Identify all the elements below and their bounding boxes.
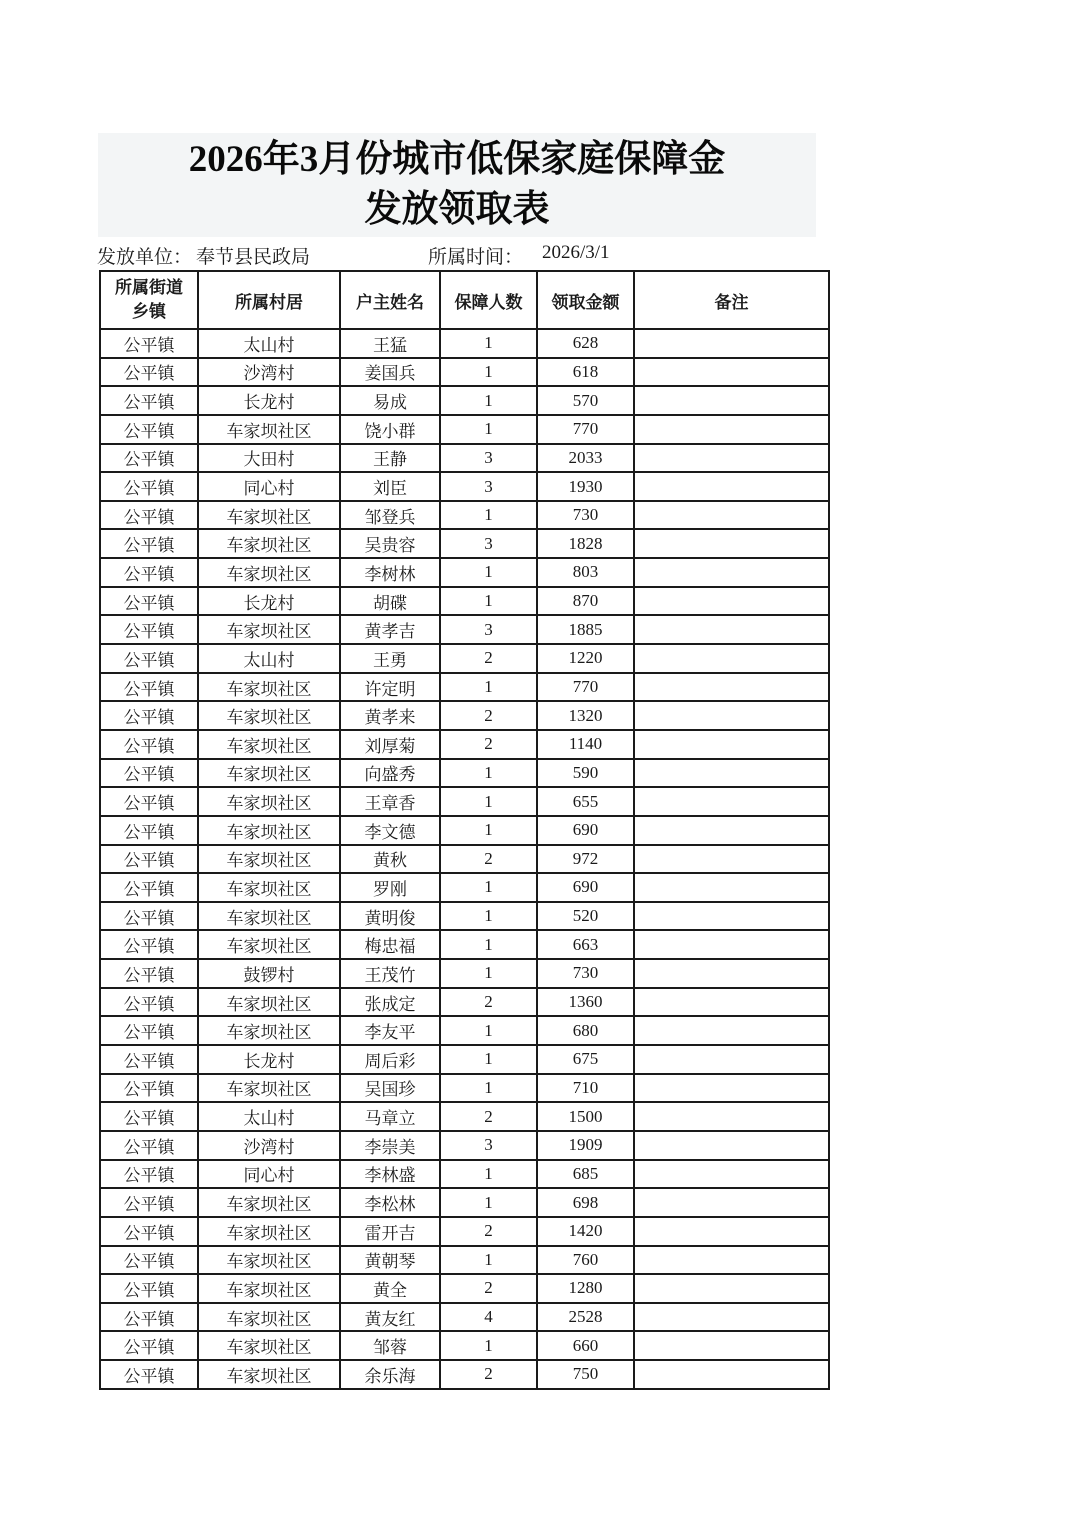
cell-village: 车家坝社区 xyxy=(198,787,340,816)
cell-note xyxy=(634,1360,829,1389)
cell-amount: 770 xyxy=(537,415,634,444)
cell-persons: 1 xyxy=(440,1016,537,1045)
document-title-line-2: 发放领取表 xyxy=(364,189,550,230)
cell-town: 公平镇 xyxy=(100,1045,198,1074)
cell-householder: 王猛 xyxy=(340,329,440,358)
cell-note xyxy=(634,1188,829,1217)
cell-persons: 1 xyxy=(440,587,537,616)
cell-persons: 1 xyxy=(440,816,537,845)
cell-note xyxy=(634,701,829,730)
cell-note xyxy=(634,816,829,845)
cell-amount: 972 xyxy=(537,845,634,874)
cell-note xyxy=(634,358,829,387)
cell-householder: 王静 xyxy=(340,444,440,473)
cell-village: 车家坝社区 xyxy=(198,1188,340,1217)
table-row xyxy=(100,959,829,988)
table-row xyxy=(100,529,829,558)
cell-persons: 3 xyxy=(440,472,537,501)
cell-persons: 4 xyxy=(440,1303,537,1332)
cell-village: 大田村 xyxy=(198,444,340,473)
cell-persons: 3 xyxy=(440,1131,537,1160)
cell-town: 公平镇 xyxy=(100,1016,198,1045)
cell-town: 公平镇 xyxy=(100,787,198,816)
cell-amount: 663 xyxy=(537,930,634,959)
cell-note xyxy=(634,615,829,644)
meta-row xyxy=(97,242,819,268)
cell-village: 太山村 xyxy=(198,1102,340,1131)
cell-town: 公平镇 xyxy=(100,1246,198,1275)
cell-village: 车家坝社区 xyxy=(198,501,340,530)
header-note: 备注 xyxy=(634,271,829,329)
cell-householder: 王章香 xyxy=(340,787,440,816)
table-row xyxy=(100,1217,829,1246)
cell-householder: 黄全 xyxy=(340,1274,440,1303)
cell-amount: 1320 xyxy=(537,701,634,730)
cell-town: 公平镇 xyxy=(100,529,198,558)
cell-amount: 803 xyxy=(537,558,634,587)
cell-town: 公平镇 xyxy=(100,988,198,1017)
cell-householder: 王茂竹 xyxy=(340,959,440,988)
cell-householder: 王勇 xyxy=(340,644,440,673)
table-row xyxy=(100,673,829,702)
table-row xyxy=(100,386,829,415)
cell-amount: 1360 xyxy=(537,988,634,1017)
cell-householder: 李友平 xyxy=(340,1016,440,1045)
cell-village: 车家坝社区 xyxy=(198,558,340,587)
cell-householder: 吴国珍 xyxy=(340,1074,440,1103)
cell-amount: 1885 xyxy=(537,615,634,644)
cell-amount: 690 xyxy=(537,873,634,902)
cell-note xyxy=(634,644,829,673)
cell-town: 公平镇 xyxy=(100,1131,198,1160)
cell-village: 车家坝社区 xyxy=(198,873,340,902)
issuer-value: 奉节县民政局 xyxy=(196,247,311,268)
cell-persons: 1 xyxy=(440,959,537,988)
cell-village: 太山村 xyxy=(198,644,340,673)
cell-town: 公平镇 xyxy=(100,816,198,845)
cell-persons: 1 xyxy=(440,329,537,358)
cell-village: 车家坝社区 xyxy=(198,1016,340,1045)
cell-persons: 3 xyxy=(440,529,537,558)
cell-village: 车家坝社区 xyxy=(198,1303,340,1332)
cell-householder: 马章立 xyxy=(340,1102,440,1131)
cell-amount: 1828 xyxy=(537,529,634,558)
cell-amount: 628 xyxy=(537,329,634,358)
table-row xyxy=(100,415,829,444)
cell-note xyxy=(634,959,829,988)
cell-amount: 1930 xyxy=(537,472,634,501)
cell-householder: 胡碟 xyxy=(340,587,440,616)
cell-note xyxy=(634,1074,829,1103)
cell-persons: 1 xyxy=(440,1160,537,1189)
cell-note xyxy=(634,501,829,530)
cell-amount: 870 xyxy=(537,587,634,616)
cell-householder: 李崇美 xyxy=(340,1131,440,1160)
cell-village: 车家坝社区 xyxy=(198,730,340,759)
cell-amount: 655 xyxy=(537,787,634,816)
cell-amount: 570 xyxy=(537,386,634,415)
cell-amount: 690 xyxy=(537,816,634,845)
cell-persons: 1 xyxy=(440,558,537,587)
cell-village: 车家坝社区 xyxy=(198,673,340,702)
issuer-label: 发放单位： xyxy=(97,247,193,268)
cell-amount: 1909 xyxy=(537,1131,634,1160)
cell-town: 公平镇 xyxy=(100,644,198,673)
cell-town: 公平镇 xyxy=(100,329,198,358)
cell-town: 公平镇 xyxy=(100,1188,198,1217)
cell-amount: 2033 xyxy=(537,444,634,473)
cell-householder: 李松林 xyxy=(340,1188,440,1217)
cell-village: 车家坝社区 xyxy=(198,529,340,558)
cell-town: 公平镇 xyxy=(100,759,198,788)
cell-note xyxy=(634,930,829,959)
cell-note xyxy=(634,1102,829,1131)
table-row xyxy=(100,1016,829,1045)
cell-town: 公平镇 xyxy=(100,587,198,616)
cell-amount: 685 xyxy=(537,1160,634,1189)
table-row xyxy=(100,988,829,1017)
cell-persons: 1 xyxy=(440,930,537,959)
cell-householder: 李树林 xyxy=(340,558,440,587)
cell-amount: 710 xyxy=(537,1074,634,1103)
table-row xyxy=(100,930,829,959)
cell-note xyxy=(634,529,829,558)
table-row xyxy=(100,1131,829,1160)
cell-persons: 3 xyxy=(440,615,537,644)
header-village: 所属村居 xyxy=(198,271,340,329)
cell-householder: 黄朝琴 xyxy=(340,1246,440,1275)
cell-householder: 许定明 xyxy=(340,673,440,702)
cell-note xyxy=(634,558,829,587)
cell-village: 长龙村 xyxy=(198,386,340,415)
header-town xyxy=(100,271,198,329)
cell-amount: 680 xyxy=(537,1016,634,1045)
cell-householder: 李林盛 xyxy=(340,1160,440,1189)
cell-householder: 黄孝吉 xyxy=(340,615,440,644)
cell-note xyxy=(634,587,829,616)
cell-persons: 1 xyxy=(440,902,537,931)
cell-amount: 675 xyxy=(537,1045,634,1074)
cell-persons: 1 xyxy=(440,873,537,902)
header-persons: 保障人数 xyxy=(440,271,537,329)
cell-village: 车家坝社区 xyxy=(198,930,340,959)
cell-amount: 590 xyxy=(537,759,634,788)
cell-village: 车家坝社区 xyxy=(198,1274,340,1303)
cell-persons: 2 xyxy=(440,845,537,874)
cell-persons: 1 xyxy=(440,501,537,530)
cell-householder: 雷开吉 xyxy=(340,1217,440,1246)
cell-town: 公平镇 xyxy=(100,386,198,415)
cell-village: 车家坝社区 xyxy=(198,415,340,444)
cell-amount: 1280 xyxy=(537,1274,634,1303)
cell-note xyxy=(634,1131,829,1160)
cell-persons: 2 xyxy=(440,701,537,730)
cell-town: 公平镇 xyxy=(100,472,198,501)
cell-town: 公平镇 xyxy=(100,1331,198,1360)
cell-householder: 刘厚菊 xyxy=(340,730,440,759)
cell-town: 公平镇 xyxy=(100,1160,198,1189)
cell-householder: 吴贵容 xyxy=(340,529,440,558)
cell-village: 长龙村 xyxy=(198,587,340,616)
cell-amount: 730 xyxy=(537,501,634,530)
table-row xyxy=(100,730,829,759)
cell-householder: 黄友红 xyxy=(340,1303,440,1332)
cell-persons: 2 xyxy=(440,988,537,1017)
cell-village: 鼓锣村 xyxy=(198,959,340,988)
cell-householder: 黄秋 xyxy=(340,845,440,874)
cell-amount: 1500 xyxy=(537,1102,634,1131)
cell-persons: 1 xyxy=(440,787,537,816)
cell-persons: 2 xyxy=(440,1274,537,1303)
cell-village: 沙湾村 xyxy=(198,358,340,387)
table-row xyxy=(100,1331,829,1360)
cell-persons: 2 xyxy=(440,730,537,759)
header-householder: 户主姓名 xyxy=(340,271,440,329)
cell-note xyxy=(634,730,829,759)
table-row xyxy=(100,644,829,673)
period-label: 所属时间： xyxy=(428,247,524,268)
cell-town: 公平镇 xyxy=(100,1360,198,1389)
cell-amount: 750 xyxy=(537,1360,634,1389)
cell-village: 沙湾村 xyxy=(198,1131,340,1160)
table-row xyxy=(100,787,829,816)
cell-note xyxy=(634,1016,829,1045)
table-body xyxy=(100,329,829,1389)
table-row xyxy=(100,587,829,616)
cell-note xyxy=(634,444,829,473)
header-amount: 领取金额 xyxy=(537,271,634,329)
table-row xyxy=(100,1246,829,1275)
cell-note xyxy=(634,386,829,415)
cell-persons: 1 xyxy=(440,386,537,415)
table-header xyxy=(100,271,829,329)
benefit-distribution-table xyxy=(99,270,830,1390)
cell-note xyxy=(634,1303,829,1332)
cell-town: 公平镇 xyxy=(100,1303,198,1332)
table-row xyxy=(100,1303,829,1332)
cell-householder: 刘臣 xyxy=(340,472,440,501)
cell-persons: 1 xyxy=(440,1074,537,1103)
cell-note xyxy=(634,673,829,702)
cell-householder: 饶小群 xyxy=(340,415,440,444)
cell-note xyxy=(634,1160,829,1189)
cell-householder: 张成定 xyxy=(340,988,440,1017)
cell-town: 公平镇 xyxy=(100,673,198,702)
table-row xyxy=(100,358,829,387)
cell-amount: 618 xyxy=(537,358,634,387)
cell-note xyxy=(634,759,829,788)
cell-village: 同心村 xyxy=(198,472,340,501)
cell-amount: 1140 xyxy=(537,730,634,759)
cell-note xyxy=(634,1331,829,1360)
cell-persons: 1 xyxy=(440,1246,537,1275)
cell-persons: 1 xyxy=(440,358,537,387)
cell-village: 车家坝社区 xyxy=(198,615,340,644)
cell-note xyxy=(634,845,829,874)
cell-town: 公平镇 xyxy=(100,358,198,387)
cell-note xyxy=(634,988,829,1017)
cell-village: 车家坝社区 xyxy=(198,902,340,931)
cell-town: 公平镇 xyxy=(100,501,198,530)
table-row xyxy=(100,845,829,874)
cell-amount: 1220 xyxy=(537,644,634,673)
cell-village: 车家坝社区 xyxy=(198,845,340,874)
cell-persons: 1 xyxy=(440,415,537,444)
cell-town: 公平镇 xyxy=(100,701,198,730)
cell-village: 车家坝社区 xyxy=(198,759,340,788)
cell-town: 公平镇 xyxy=(100,845,198,874)
cell-householder: 黄孝来 xyxy=(340,701,440,730)
cell-village: 长龙村 xyxy=(198,1045,340,1074)
header-town-label: 所属街道乡镇 xyxy=(115,278,183,321)
cell-amount: 660 xyxy=(537,1331,634,1360)
cell-persons: 2 xyxy=(440,1102,537,1131)
cell-note xyxy=(634,1246,829,1275)
table-row xyxy=(100,1360,829,1389)
cell-town: 公平镇 xyxy=(100,1274,198,1303)
cell-householder: 罗刚 xyxy=(340,873,440,902)
cell-persons: 1 xyxy=(440,1188,537,1217)
cell-town: 公平镇 xyxy=(100,730,198,759)
cell-persons: 1 xyxy=(440,1331,537,1360)
cell-amount: 520 xyxy=(537,902,634,931)
table-row xyxy=(100,1160,829,1189)
cell-note xyxy=(634,472,829,501)
cell-amount: 698 xyxy=(537,1188,634,1217)
cell-town: 公平镇 xyxy=(100,1102,198,1131)
cell-householder: 周后彩 xyxy=(340,1045,440,1074)
cell-note xyxy=(634,1217,829,1246)
cell-village: 车家坝社区 xyxy=(198,1217,340,1246)
cell-note xyxy=(634,787,829,816)
cell-householder: 易成 xyxy=(340,386,440,415)
cell-persons: 2 xyxy=(440,644,537,673)
cell-persons: 1 xyxy=(440,1045,537,1074)
cell-village: 太山村 xyxy=(198,329,340,358)
table-row xyxy=(100,816,829,845)
cell-town: 公平镇 xyxy=(100,930,198,959)
cell-householder: 余乐海 xyxy=(340,1360,440,1389)
cell-town: 公平镇 xyxy=(100,615,198,644)
cell-persons: 1 xyxy=(440,759,537,788)
cell-town: 公平镇 xyxy=(100,873,198,902)
cell-note xyxy=(634,873,829,902)
cell-village: 同心村 xyxy=(198,1160,340,1189)
table-row xyxy=(100,472,829,501)
cell-note xyxy=(634,415,829,444)
cell-householder: 姜国兵 xyxy=(340,358,440,387)
table-row xyxy=(100,902,829,931)
cell-note xyxy=(634,902,829,931)
cell-village: 车家坝社区 xyxy=(198,1246,340,1275)
cell-town: 公平镇 xyxy=(100,558,198,587)
cell-householder: 邹登兵 xyxy=(340,501,440,530)
document-title-line-1: 2026年3月份城市低保家庭保障金 xyxy=(188,139,726,180)
table-row xyxy=(100,329,829,358)
cell-village: 车家坝社区 xyxy=(198,1074,340,1103)
cell-town: 公平镇 xyxy=(100,415,198,444)
cell-village: 车家坝社区 xyxy=(198,816,340,845)
cell-amount: 730 xyxy=(537,959,634,988)
cell-village: 车家坝社区 xyxy=(198,1331,340,1360)
cell-town: 公平镇 xyxy=(100,444,198,473)
cell-householder: 黄明俊 xyxy=(340,902,440,931)
table-row xyxy=(100,701,829,730)
table-row xyxy=(100,444,829,473)
cell-note xyxy=(634,1045,829,1074)
table-row xyxy=(100,873,829,902)
cell-town: 公平镇 xyxy=(100,959,198,988)
table-row xyxy=(100,759,829,788)
cell-persons: 3 xyxy=(440,444,537,473)
cell-village: 车家坝社区 xyxy=(198,701,340,730)
cell-village: 车家坝社区 xyxy=(198,1360,340,1389)
cell-town: 公平镇 xyxy=(100,1074,198,1103)
cell-village: 车家坝社区 xyxy=(198,988,340,1017)
table-row xyxy=(100,501,829,530)
table-row xyxy=(100,1045,829,1074)
cell-amount: 770 xyxy=(537,673,634,702)
cell-town: 公平镇 xyxy=(100,902,198,931)
cell-town: 公平镇 xyxy=(100,1217,198,1246)
cell-householder: 李文德 xyxy=(340,816,440,845)
table-row xyxy=(100,1274,829,1303)
cell-amount: 2528 xyxy=(537,1303,634,1332)
cell-persons: 1 xyxy=(440,673,537,702)
cell-persons: 2 xyxy=(440,1360,537,1389)
table-header-row xyxy=(100,271,829,329)
cell-amount: 760 xyxy=(537,1246,634,1275)
table-row xyxy=(100,1102,829,1131)
cell-persons: 2 xyxy=(440,1217,537,1246)
table-row xyxy=(100,1188,829,1217)
cell-householder: 向盛秀 xyxy=(340,759,440,788)
table-row xyxy=(100,615,829,644)
cell-note xyxy=(634,329,829,358)
cell-householder: 梅忠福 xyxy=(340,930,440,959)
cell-note xyxy=(634,1274,829,1303)
cell-amount: 1420 xyxy=(537,1217,634,1246)
cell-householder: 邹蓉 xyxy=(340,1331,440,1360)
table-row xyxy=(100,1074,829,1103)
period-value: 2026/3/1 xyxy=(542,242,610,263)
document-title-block xyxy=(98,133,816,237)
table-row xyxy=(100,558,829,587)
